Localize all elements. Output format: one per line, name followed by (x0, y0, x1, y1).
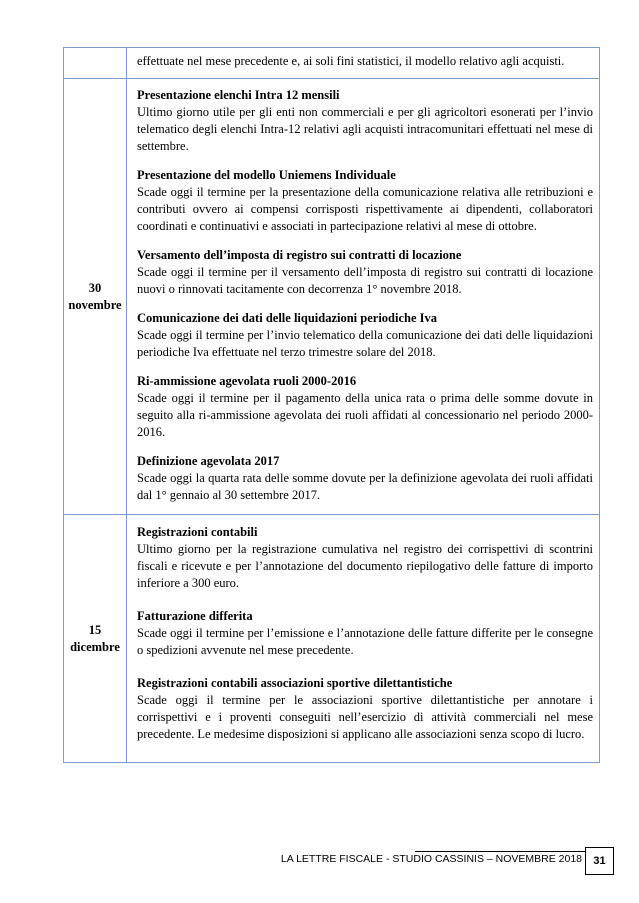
date-cell (64, 79, 127, 514)
deadline-entry (137, 524, 593, 592)
continued-text: effettuate nel mese precedente e, ai soli fini statistici, il modello relativo agli acquisti. (137, 54, 565, 68)
entry-title: Versamento dell’imposta di registro sui contratti di locazione (137, 248, 462, 262)
deadline-entry (137, 247, 593, 298)
entry-body: Scade oggi il termine per l’invio telematico della comunicazione dei dati delle liquidazioni periodiche Iva effettuate nel terzo trimestre solare del 2018. (137, 328, 593, 359)
entry-title: Definizione agevolata 2017 (137, 454, 280, 468)
page-number: 31 (585, 847, 614, 875)
deadlines-table (63, 47, 600, 763)
entry-body: Scade oggi il termine per le associazioni sportive dilettantistiche per annotare i corrispettivi e i proventi conseguiti nell’esercizio di attività commerciali nel mese precedente. Le medesime disposizioni si applicano alle associazioni senza scopo di lucro. (137, 693, 593, 741)
deadline-entry (137, 453, 593, 504)
entry-body: Scade oggi il termine per il pagamento della unica rata o prima delle somme dovute in seguito alla ri-ammissione agevolata dei ruoli affidati al concessionario nel periodo 2000-2016. (137, 391, 593, 439)
deadline-entry (137, 608, 593, 659)
entry-body: Ultimo giorno utile per gli enti non commerciali e per gli agricoltori esonerati per l’invio telematico degli elenchi Intra-12 relativi agli acquisti intracomunitari effettuati nel mese di settembre. (137, 105, 593, 153)
date-day: 30 (88, 280, 102, 295)
content-cell (127, 515, 599, 762)
deadline-entry (137, 373, 593, 441)
entry-title: Presentazione elenchi Intra 12 mensili (137, 88, 340, 102)
content-cell (127, 79, 599, 514)
table-row (64, 48, 599, 78)
entry-title: Fatturazione differita (137, 609, 253, 623)
entry-body: Scade oggi il termine per il versamento dell’imposta di registro sui contratti di locazione nuovi o rinnovati tacitamente con decorrenza 1° novembre 2018. (137, 265, 593, 296)
deadline-entry (137, 87, 593, 155)
entry-title: Registrazioni contabili (137, 525, 258, 539)
footer-title: LA LETTRE FISCALE - STUDIO CASSINIS – NOVEMBRE 2018 (280, 853, 582, 865)
date-cell (64, 48, 127, 78)
date-cell (64, 515, 127, 762)
deadline-entry (137, 167, 593, 235)
entry-title: Comunicazione dei dati delle liquidazioni periodiche Iva (137, 311, 438, 325)
content-cell (127, 48, 599, 78)
date-month: dicembre (70, 639, 120, 654)
page-footer (0, 841, 639, 881)
entry-body: Ultimo giorno per la registrazione cumulativa nel registro dei corrispettivi di scontrini fiscali e ricevute e per l’annotazione del documento riepilogativo delle fatture di importo inferiore a 300 euro. (137, 542, 593, 590)
entry-body: Scade oggi il termine per la presentazione della comunicazione relativa alle retribuzioni e contributi ovvero ai compensi corrisposti rispettivamente ai dipendenti, collaboratori coordinati e continuativi e associati in partecipazione relativi al mese di ottobre. (137, 185, 593, 233)
table-row (64, 78, 599, 514)
date-month: novembre (68, 297, 122, 312)
entry-body: Scade oggi il termine per l’emissione e l’annotazione delle fatture differite per le consegne o spedizioni avvenute nel mese precedente. (137, 626, 593, 657)
date-day: 15 (88, 622, 102, 637)
entry-body: Scade oggi la quarta rata delle somme dovute per la definizione agevolata dei ruoli affidati dal 1° gennaio al 30 settembre 2017. (137, 471, 593, 502)
deadline-entry (137, 675, 593, 743)
footer-rule (415, 851, 585, 852)
deadline-entry (137, 310, 593, 361)
entry-title: Presentazione del modello Uniemens Individuale (137, 168, 396, 182)
entry-title: Ri-ammissione agevolata ruoli 2000-2016 (137, 374, 357, 388)
entry-title: Registrazioni contabili associazioni sportive dilettantistiche (137, 676, 453, 690)
table-row (64, 514, 599, 762)
